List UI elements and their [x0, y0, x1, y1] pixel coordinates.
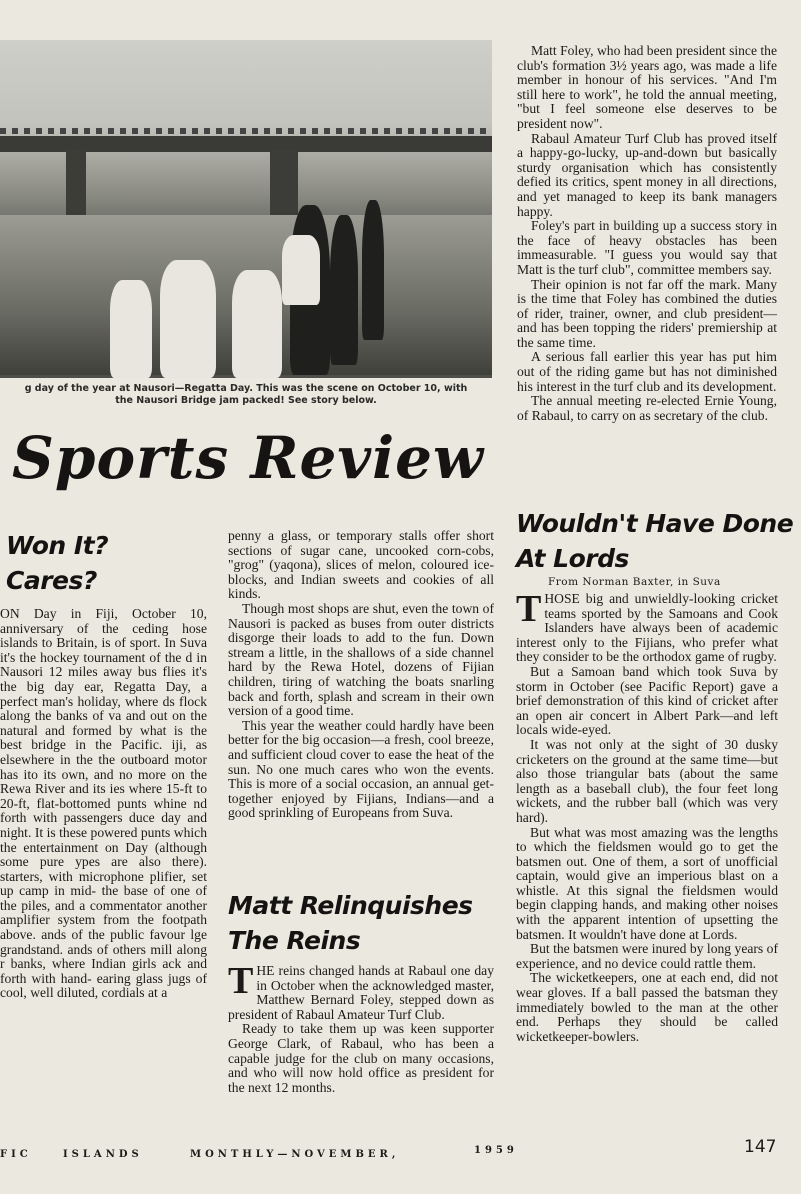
article-column	[228, 960, 494, 1095]
paragraph: Rabaul Amateur Turf Club has proved itself a happy-go-lucky, up-and-down but basically sturdy organisation which has consistently defied its critics, spent money in all directions, and yet managed to keep its bank managers happy.	[517, 130, 777, 219]
headline-line: Matt Relinquishes	[228, 891, 473, 920]
paragraph	[228, 960, 494, 1022]
paragraph: The annual meeting re-elected Ernie Young, of Rabaul, to carry on as secretary of the club.	[517, 393, 777, 423]
paragraph	[516, 588, 778, 665]
headline-line: The Reins	[228, 926, 361, 955]
headline-line: At Lords	[516, 544, 629, 573]
paragraph: But what was most amazing was the lengths to which the fieldsmen would go to get the batsmen out. One of them, a sort of unofficial captain, would give an imperious blast on a whistle. At this signal the fieldsmen would begin clapping hands, and making other noises with the apparent intention of upsetting the batsmen. It wouldn't have done at Lords.	[516, 824, 778, 942]
paragraph: Their opinion is not far off the mark. Many is the time that Foley has combined the duties of rider, trainer, owner, and club president—and has been topping the riders' premiership at the same time.	[517, 276, 777, 350]
paragraph: But the batsmen were inured by long years of experience, and no device could rattle them.	[516, 941, 778, 971]
paragraph: This year the weather could hardly have been better for the big occasion—a fresh, cool breeze, and sufficient cloud cover to ease the heat of the sun. No one much cares who won the events. This is more of a social occasion, an annual get-together enjoyed by Fijians, Indians—and a good sprinkling of Europeans from Suva.	[228, 717, 494, 821]
drop-cap: T	[228, 960, 254, 1002]
page-number: 147	[744, 1137, 777, 1157]
paragraph: penny a glass, or temporary stalls offer short sections of sugar cane, uncooked corn-cobs, "grog" (yaqona), slices of melon, coloured ice-blocks, and Indian sweets and cookies of all kinds.	[228, 528, 494, 602]
article-headline	[228, 888, 473, 958]
article-column	[0, 607, 207, 1001]
paragraph: But a Samoan band which took Suva by storm in October (see Pacific Report) gave a brief demonstration of this kind of cricket after an open air concert in Albert Park—and left locals wide-eyed.	[516, 663, 778, 738]
spectator-figure	[110, 280, 152, 378]
spectator-figure	[362, 200, 384, 340]
article-column	[516, 588, 778, 1044]
caption-line: the Nausori Bridge jam packed! See story below.	[115, 395, 377, 406]
paragraph-text: HOSE big and unwieldly-looking cricket teams sported by the Samoans and Cook Islanders have always been of academic interest only to the Fijians, who prefer what they consider to be the orthodox game of rugby.	[516, 591, 778, 665]
spectator-figure	[330, 215, 358, 365]
drop-cap: T	[516, 588, 542, 630]
footer-issue: MONTHLY—NOVEMBER,	[190, 1149, 400, 1160]
article-headline	[516, 506, 793, 576]
bridge-rail	[0, 128, 492, 134]
section-title: Sports Review	[12, 424, 484, 492]
paragraph-text: HE reins changed hands at Rabaul one day in October when the acknowledged master, Matthew Bernard Foley, stepped down as president of Rabaul Amateur Turf Club.	[228, 963, 494, 1022]
footer-publication: ISLANDS	[63, 1149, 143, 1160]
regatta-photo	[0, 40, 492, 378]
paragraph: Ready to take them up was keen supporter George Clark, of Rabaul, who has been a capable judge for the club on many occasions, and who will now hold office as president for the next 12 months.	[228, 1021, 494, 1095]
article-column	[517, 44, 777, 423]
headline-line: Cares?	[6, 566, 97, 595]
bridge-pier	[270, 150, 298, 220]
photo-caption	[0, 383, 492, 407]
paragraph: Though most shops are shut, even the town of Nausori is packed as buses from outer districts disgorge their loads to add to the fun. Down stream a little, in the shallows of a side channel hard by the Rewa Hotel, dozens of Fijian children, tiring of watching the boats snarling back and forth, splash and scream in their own version of a good time.	[228, 600, 494, 719]
paragraph: Matt Foley, who had been president since the club's formation 3½ years ago, was made a life member in honour of his services. "And I'm still here to work", he told the annual meeting, "but I feel someone else deserves to be president now".	[517, 43, 778, 131]
bridge-pier	[66, 150, 86, 220]
article-column	[228, 529, 494, 821]
caption-line: g day of the year at Nausori—Regatta Day. This was the scene on October 10, with	[24, 383, 468, 394]
spectator-figure	[282, 235, 320, 305]
spectator-figure	[232, 270, 282, 378]
spectator-figure	[160, 260, 216, 378]
page-footer	[0, 1137, 801, 1173]
paragraph: It was not only at the sight of 30 dusky cricketers on the ground at the same time—but also those triangular bats (about the same length as a baseball club), the four feet long wickets, and the rubber ball (which was very hard).	[516, 736, 778, 825]
article-headline	[6, 528, 108, 598]
paragraph: The wicketkeepers, one at each end, did not wear gloves. If a ball passed the batsman they immediately bowled to the man at the other end. Perhaps they should be called wicketkeeper-bowlers.	[516, 970, 778, 1044]
headline-line: Won It?	[6, 531, 109, 560]
footer-publication: FIC	[0, 1149, 32, 1160]
footer-year: 1959	[474, 1145, 518, 1156]
headline-line: Wouldn't Have Done	[516, 509, 794, 538]
paragraph: A serious fall earlier this year has put him out of the riding game but has not diminished his interest in the turf club and its development.	[517, 349, 777, 394]
byline: From Norman Baxter, in Suva	[548, 576, 721, 588]
paragraph: Foley's part in building up a success story in the face of heavy obstacles has been immeasurable. "I guess you would say that Matt is the turf club", committee members say.	[517, 218, 777, 277]
paragraph: ON Day in Fiji, October 10, anniversary of the ceding hose islands to Britain, is of sport. In Suva it's the hockey tournament of the d in Nausori 12 miles away bus flies it's the big day ear, Regatta Day, a perfect man's holiday, where ds flock along the banks of va and out on the natural and formed by what is the best bridge in the Pacific. iji, as elsewhere in the the outboard motor has ito its own, and no more on the Rewa River and its ies where 15-ft to 20-ft, flat-bottomed punts whine nd forth with passengers duce day and night. It is these powered punts which the entertainment on Day (although some pure ypes are also there). starters, with microphone plifier, set up camp in mid- the base of one of the piles, and a commentator another amplifier system from the footpath above. ands of the public favour lge grandstand. ands of others mill along r banks, where Indian girls ack and forth with hand- earing glass jugs of cool, well diluted, cordials at a	[0, 606, 207, 1001]
